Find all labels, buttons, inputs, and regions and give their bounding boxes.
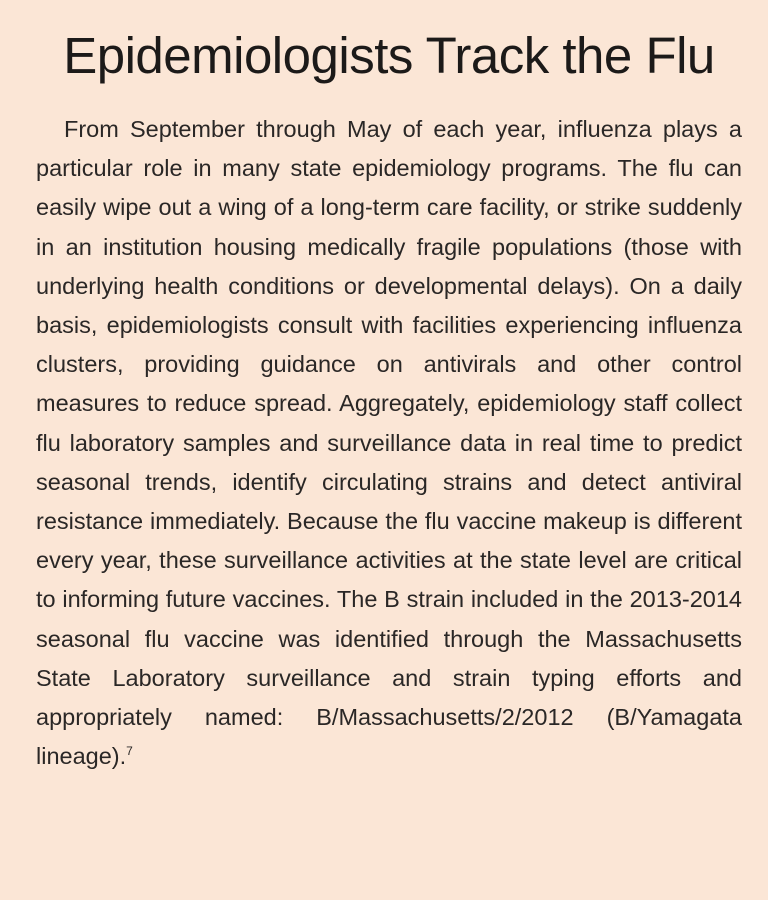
footnote-reference: 7 bbox=[126, 744, 133, 759]
sidebar-title: Epidemiologists Track the Flu bbox=[63, 27, 715, 84]
sidebar-body-text: From September through May of each year, influenza plays a particular role in many state epidemiology programs. The flu can easily wipe out a wing of a long-term care facility, or strike suddenly in an institution housing medically fragile populations (those with underlying health conditions or developmental delays). On a daily basis, epidemiologists consult with facilities experiencing influenza clusters, providing guidance on antivirals and other control measures to reduce spread. Aggregately, epidemiology staff collect flu laboratory samples and surveillance data in real time to predict seasonal trends, identify circulating strains and detect antiviral resistance immediately. Because the flu vaccine makeup is different every year, these surveillance activities at the state level are critical to informing future vaccines. The B strain included in the 2013-2014 seasonal flu vaccine was identified through the Massachusetts State Laboratory surveillance and strain typing efforts and appropriately named: B/Massachusetts/2/2012 (B/Yamagata lineage). bbox=[36, 116, 742, 770]
sidebar-body bbox=[36, 110, 742, 776]
